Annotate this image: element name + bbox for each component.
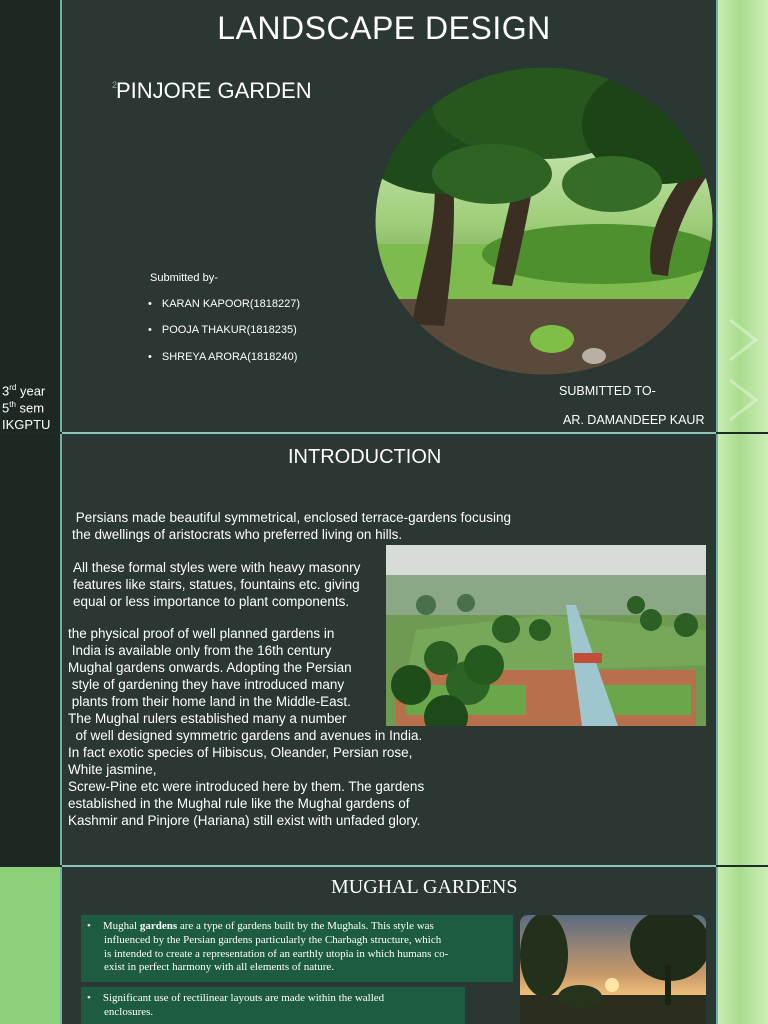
intro-paragraph-1: Persians made beautiful symmetrical, enclosed terrace-gardens focusing the dwellings of aristocrats who preferred living on hills.: [72, 510, 511, 542]
accent-line-right: [716, 867, 718, 1024]
sem-label: 5th sem: [2, 400, 45, 416]
mughal-title: MUGHAL GARDENS: [331, 876, 518, 898]
bullet-1-continuation: influenced by the Persian gardens particularly the Charbagh structure, which is intended to create a representation of an earthly utopia in which humans co- exist in perfect harmony with all elements of nature.: [104, 934, 449, 973]
garden-photo: [372, 64, 716, 378]
left-strip: [0, 434, 60, 865]
right-strip: [716, 434, 768, 865]
accent-line-right: [716, 0, 718, 432]
chevron-pattern-icon: [716, 0, 768, 432]
intro-paragraph-3: the physical proof of well planned gardens in India is available only from the 16th century Mughal gardens onwards. Adopting the Persian style of gardening they have introduced many plants from their home land in the Middle-East. The Mughal rulers established many a number of well designed symmetric gardens and avenues in India. In fact exotic species of Hibiscus, Oleander, Persian rose, White jasmine, Screw-Pine etc were introduced here by them. The gardens established in the Mughal rule like the Mughal gardens of Kashmir and Pinjore (Hariana) still exist with unfaded glory.: [68, 626, 425, 828]
left-strip: [0, 867, 60, 1024]
university-label: IKGPTU: [2, 417, 51, 432]
mughal-garden-photo: [386, 545, 706, 726]
bullet-2-line: • Significant use of rectilinear layouts are made within the walled: [87, 992, 385, 1004]
right-strip: [716, 0, 768, 432]
submitted-to-label: SUBMITTED TO-: [559, 384, 656, 398]
bullet-1-line: • Mughal gardens are a type of gardens built by the Mughals. This style was: [87, 920, 434, 932]
subtitle-marker: 2: [112, 80, 118, 90]
slide-title: [0, 0, 768, 432]
sunset-garden-photo: [520, 915, 706, 1024]
slide-introduction: [0, 434, 768, 865]
slide-mughal-gardens: [0, 867, 768, 1024]
year-label: 3rd year: [2, 383, 46, 399]
bullet-2-continuation: enclosures.: [104, 1006, 154, 1018]
accent-line-right: [716, 434, 718, 865]
right-strip: [716, 867, 768, 1024]
bullet-box-2: [81, 987, 465, 1024]
main-title: LANDSCAPE DESIGN: [217, 10, 551, 46]
subtitle: PINJORE GARDEN: [116, 78, 312, 103]
submitted-by-label: Submitted by-: [150, 272, 218, 284]
student-item: • SHREYA ARORA(1818240): [148, 351, 297, 363]
student-item: • POOJA THAKUR(1818235): [148, 324, 297, 336]
left-strip: [0, 0, 60, 432]
intro-title: INTRODUCTION: [288, 446, 442, 468]
student-item: • KARAN KAPOOR(1818227): [148, 298, 300, 310]
bullet-box-1: [81, 915, 513, 982]
intro-paragraph-2: All these formal styles were with heavy masonry features like stairs, statues, fountains etc. giving equal or less importance to plant components.: [73, 560, 361, 609]
submitted-to-name: AR. DAMANDEEP KAUR: [563, 413, 705, 427]
